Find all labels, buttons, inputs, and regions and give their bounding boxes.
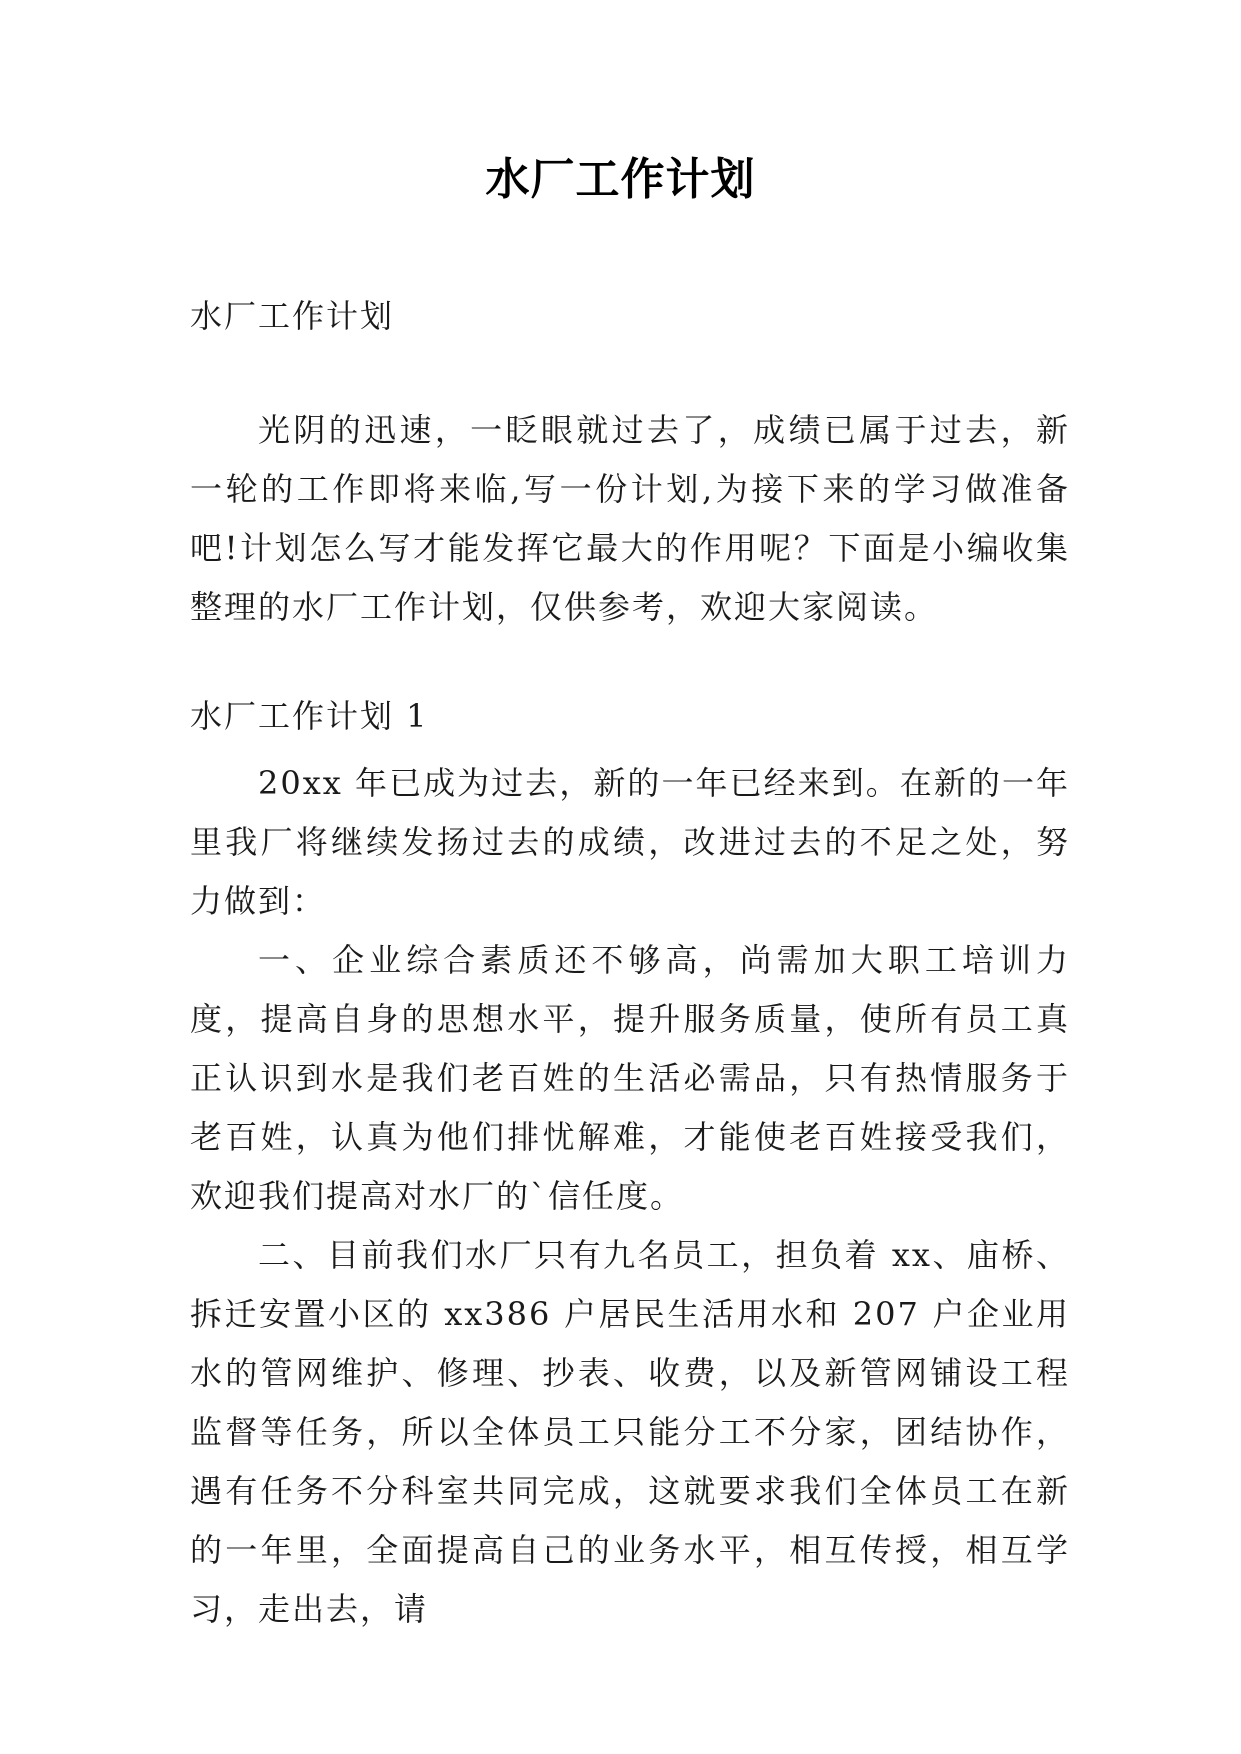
section-body <box>190 754 1070 1639</box>
document-title: 水厂工作计划 <box>485 154 756 205</box>
body-paragraph: 20xx 年已成为过去，新的一年已经来到。在新的一年里我厂将继续发扬过去的成绩，改进过去的不足之处，努力做到： <box>190 764 1070 920</box>
section-heading: 水厂工作计划 1 <box>190 697 429 735</box>
document-subtitle: 水厂工作计划 <box>190 297 395 335</box>
body-paragraph: 一、企业综合素质还不够高，尚需加大职工培训力度，提高自身的思想水平，提升服务质量，使所有员工真正认识到水是我们老百姓的生活必需品，只有热情服务于老百姓，认真为他们排忧解难，才能使老百姓接受我们，欢迎我们提高对水厂的`信任度。 <box>190 941 1070 1215</box>
body-paragraph: 二、目前我们水厂只有九名员工，担负着 xx、庙桥、拆迁安置小区的 xx386 户居民生活用水和 207 户企业用水的管网维护、修理、抄表、收费，以及新管网铺设工程监督等任务，所以全体员工只能分工不分家，团结协作，遇有任务不分科室共同完成，这就要求我们全体员工在新的一年里，全面提高自己的业务水平，相互传授，相互学习，走出去，请 <box>190 1236 1070 1628</box>
intro-paragraph: 光阴的迅速，一眨眼就过去了，成绩已属于过去，新一轮的工作即将来临,写一份计划,为接下来的学习做准备吧!计划怎么写才能发挥它最大的作用呢？下面是小编收集整理的水厂工作计划，仅供参考，欢迎大家阅读。 <box>190 411 1070 626</box>
